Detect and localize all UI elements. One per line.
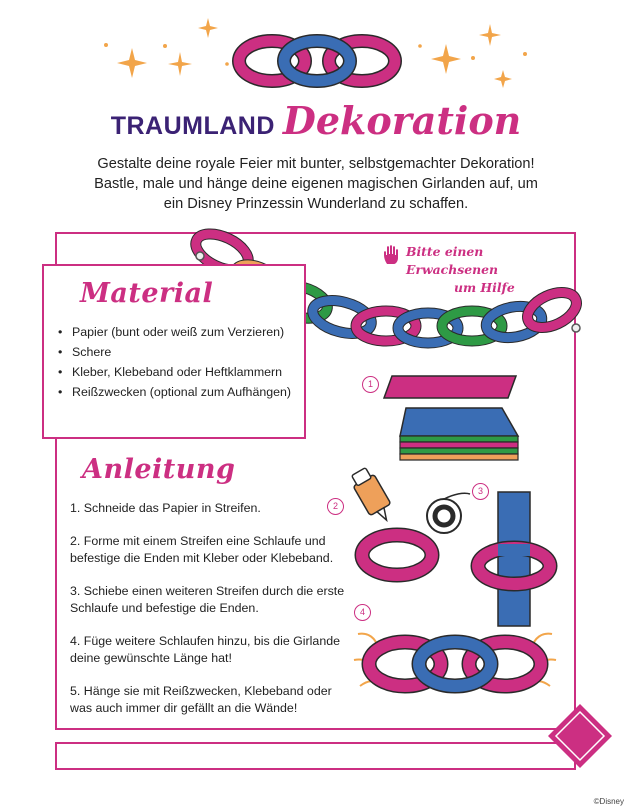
material-heading: Material bbox=[80, 278, 214, 309]
finished-chain-illustration bbox=[350, 612, 560, 712]
top-chain-illustration bbox=[232, 26, 402, 96]
adult-help-line2: um Hilfe bbox=[454, 280, 515, 295]
loop-with-strip-illustration bbox=[470, 490, 560, 630]
sparkle-icon bbox=[168, 52, 192, 76]
list-item: 3. Schiebe einen weiteren Streifen durch die erste Schlaufe und befestige die Enden. bbox=[70, 584, 345, 615]
list-item: • Papier (bunt oder weiß zum Verzieren) bbox=[58, 322, 298, 342]
paper-loop-illustration bbox=[354, 524, 440, 586]
list-item: 2. Forme mit einem Streifen eine Schlaufe und befestige die Enden mit Kleber oder Klebeband. bbox=[70, 534, 334, 565]
step-number-1: 1 bbox=[362, 376, 379, 393]
glue-bottle-icon bbox=[342, 460, 402, 530]
thumbtack-icon bbox=[196, 252, 204, 260]
title-plain: TRAUMLAND bbox=[110, 112, 275, 140]
thumbtack-icon bbox=[572, 324, 580, 332]
title-script: Dekoration bbox=[282, 98, 522, 143]
bottom-bar bbox=[55, 742, 576, 770]
list-item: • Schere bbox=[58, 342, 298, 362]
sparkle-icon bbox=[431, 44, 461, 74]
step-number-4: 4 bbox=[354, 604, 371, 621]
adult-help-line1: Bitte einen Erwachsenen bbox=[406, 244, 498, 277]
material-list bbox=[58, 322, 298, 402]
sparkle-icon bbox=[523, 52, 527, 56]
sparkle-icon bbox=[479, 24, 501, 46]
list-item: • Reißzwecken (optional zum Aufhängen) bbox=[58, 382, 298, 402]
list-item: 1. Schneide das Papier in Streifen. bbox=[70, 501, 261, 515]
copyright: ©Disney bbox=[593, 797, 624, 806]
sparkle-icon bbox=[471, 56, 475, 60]
sparkle-icon bbox=[117, 48, 147, 78]
instructions-heading: Anleitung bbox=[82, 454, 236, 485]
paper-stack-illustration bbox=[380, 370, 530, 470]
list-item: 5. Hänge sie mit Reißzwecken, Klebeband oder was auch immer dir gefällt an die Wände! bbox=[70, 684, 332, 715]
sparkle-icon bbox=[163, 44, 167, 48]
sparkle-icon bbox=[104, 43, 108, 47]
sparkle-icon bbox=[198, 18, 218, 38]
sparkle-icon bbox=[418, 44, 422, 48]
step-number-3: 3 bbox=[472, 483, 489, 500]
instructions-list bbox=[70, 500, 355, 733]
intro-text: Gestalte deine royale Feier mit bunter, selbstgemachter Dekoration! Bastle, male und hänge deine eigenen magischen Girlanden auf, um ein Disney Prinzessin Wunderland zu schaffen. bbox=[94, 156, 538, 212]
step-number-2: 2 bbox=[327, 498, 344, 515]
list-item: • Kleber, Klebeband oder Heftklammern bbox=[58, 362, 298, 382]
list-item: 4. Füge weitere Schlaufen hinzu, bis die Girlande deine gewünschte Länge hat! bbox=[70, 634, 340, 665]
corner-diamond bbox=[546, 702, 614, 770]
sparkle-icon bbox=[225, 62, 229, 66]
page-title bbox=[0, 98, 632, 143]
sparkle-icon bbox=[494, 70, 512, 88]
